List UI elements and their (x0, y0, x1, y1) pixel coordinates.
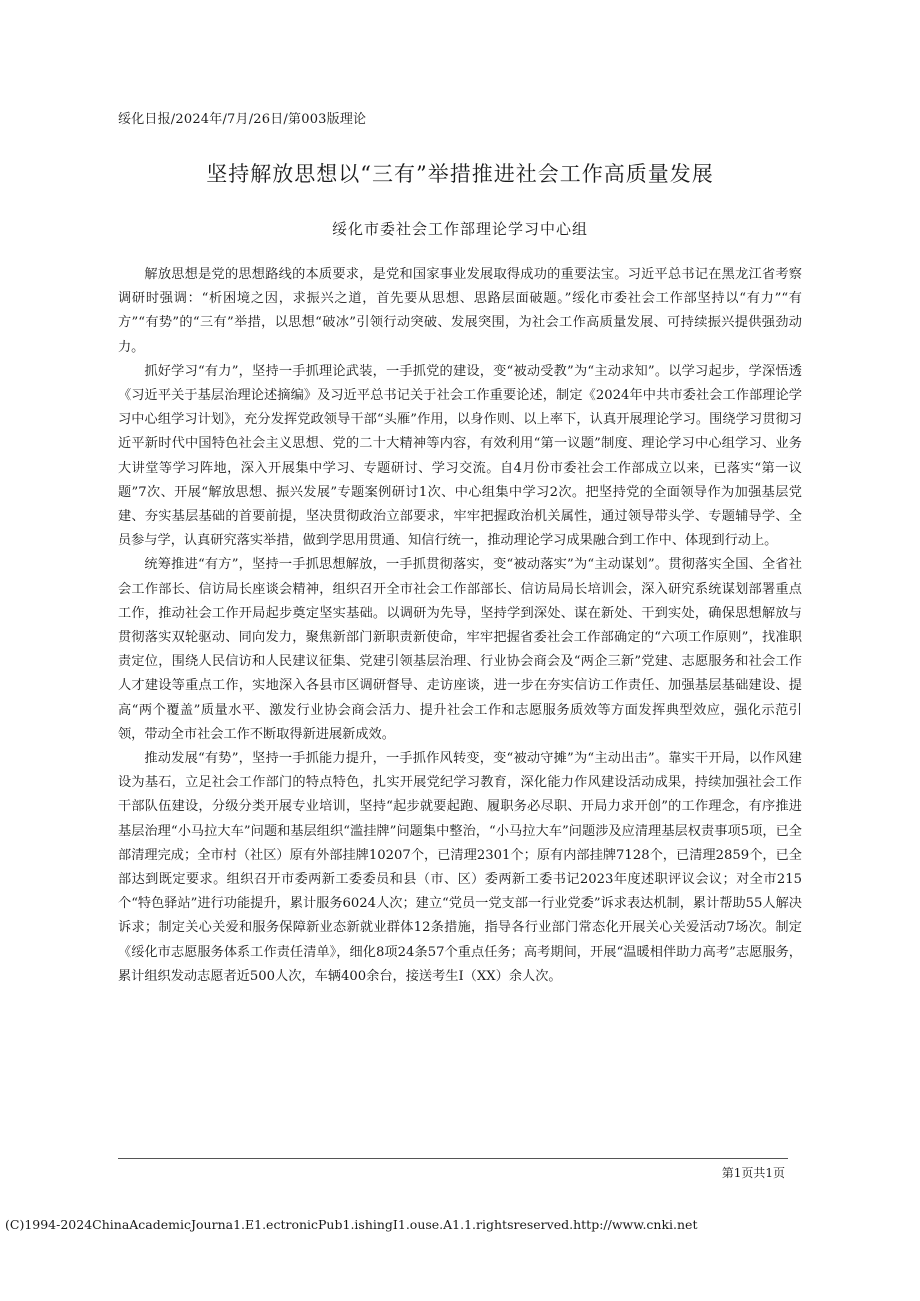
paragraph-intro: 解放思想是党的思想路线的本质要求，是党和国家事业发展取得成功的重要法宝。习近平总书记在黑龙江省考察调研时强调：“析困境之因，求振兴之道，首先要从思想、思路层面破题。”绥化市委社会工作部坚持以“有力”“有方”“有势”的“三有”举措，以思想“破冰”引领行动突破、发展突围，为社会工作高质量发展、可持续振兴提供强劲动力。 (118, 267, 802, 355)
article-body (118, 263, 802, 989)
paragraph-planning: 统筹推进“有方”，坚持一手抓思想解放，一手抓贯彻落实，变“被动落实”为“主动谋划”。贯彻落实全国、全省社会工作部长、信访局长座谈会精神，组织召开全市社会工作部部长、信访局局长培训会，深入研究系统谋划部署重点工作，推动社会工作开局起步奠定坚实基础。以调研为先导，坚持学到深处、谋在新处、干到实处，确保思想解放与贯彻落实双轮驱动、同向发力，聚焦新部门新职责新使命，牢牢把握省委社会工作部确定的“六项工作原则”，找准职责定位，围绕人民信访和人民建议征集、党建引领基层治理、行业协会商会及“两企三新”党建、志愿服务和社会工作人才建设等重点工作，实地深入各县市区调研督导、走访座谈，进一步在夯实信访工作责任、加强基层基础建设、提高“两个覆盖”质量水平、激发行业协会商会活力、提升社会工作和志愿服务质效等方面发挥典型效应，强化示范引领，带动全市社会工作不断取得新进展新成效。 (118, 557, 802, 742)
article-author: 绥化市委社会工作部理论学习中心组 (331, 220, 588, 238)
paragraph-study: 抓好学习“有力”，坚持一手抓理论武装，一手抓党的建设，变“被动受教”为“主动求知”。以学习起步，学深悟透《习近平关于基层治理论述摘编》及习近平总书记关于社会工作重要论述，制定《2024年中共市委社会工作部理论学习中心组学习计划》，充分发挥党政领导干部“头雁”作用，以身作则、以上率下，认真开展理论学习。围绕学习贯彻习近平新时代中国特色社会主义思想、党的二十大精神等内容，有效利用“第一议题”制度、理论学习中心组学习、业务大讲堂等学习阵地，深入开展集中学习、专题研讨、学习交流。自4月份市委社会工作部成立以来，已落实“第一议题”7次、开展“解放思想、振兴发展”专题案例研讨1次、中心组集中学习2次。把坚持党的全面领导作为加强基层党建、夯实基层基础的首要前提，坚决贯彻政治立部要求，牢牢把握政治机关属性，通过领导带头学、专题辅导学、全员参与学，认真研究落实举措，做到学思用贯通、知信行统一，推动理论学习成果融合到工作中、体现到行动上。 (118, 363, 802, 549)
footer-divider (118, 1158, 788, 1159)
page-number: 第1页共1页 (721, 1166, 785, 1180)
article-title: 坚持解放思想以“三有”举措推进社会工作高质量发展 (206, 162, 714, 186)
copyright-notice: (C)1994-2024ChinaAcademicJourna1.E1.ectronicPub1.ishingI1.ouse.A1.1.rightsreserved.http://www.cnki.net (5, 1217, 698, 1232)
paragraph-development: 推动发展“有势”，坚持一手抓能力提升，一手抓作风转变，变“被动守摊”为“主动出击”。靠实干开局，以作风建设为基石，立足社会工作部门的特点特色，扎实开展党纪学习教育，深化能力作风建设活动成果，持续加强社会工作干部队伍建设，分级分类开展专业培训，坚持“起步就要起跑、履职务必尽职、开局力求开创”的工作理念，有序推进基层治理“小马拉大车”问题和基层组织“滥挂牌”问题集中整治，“小马拉大车”问题涉及应清理基层权责事项5项，已全部清理完成；全市村（社区）原有外部挂牌10207个，已清理2301个；原有内部挂牌7128个，已清理2859个，已全部达到既定要求。组织召开市委两新工委委员和县（市、区）委两新工委书记2023年度述职评议会议；对全市215个“特色驿站”进行功能提升，累计服务6024人次；建立“党员一党支部一行业党委”诉求表达机制，累计帮助55人解决诉求；制定关心关爱和服务保障新业态新就业群体12条措施，指导各行业部门常态化开展关心关爱活动7场次。制定《绥化市志愿服务体系工作责任清单》，细化8项24条57个重点任务；高考期间，开展“温暖相伴助力高考”志愿服务，累计组织发动志愿者近500人次，车辆400余台，接送考生I（XX）余人次。 (118, 751, 802, 984)
publication-source: 绥化日报/2024年/7月/26日/第003版理论 (118, 112, 367, 127)
